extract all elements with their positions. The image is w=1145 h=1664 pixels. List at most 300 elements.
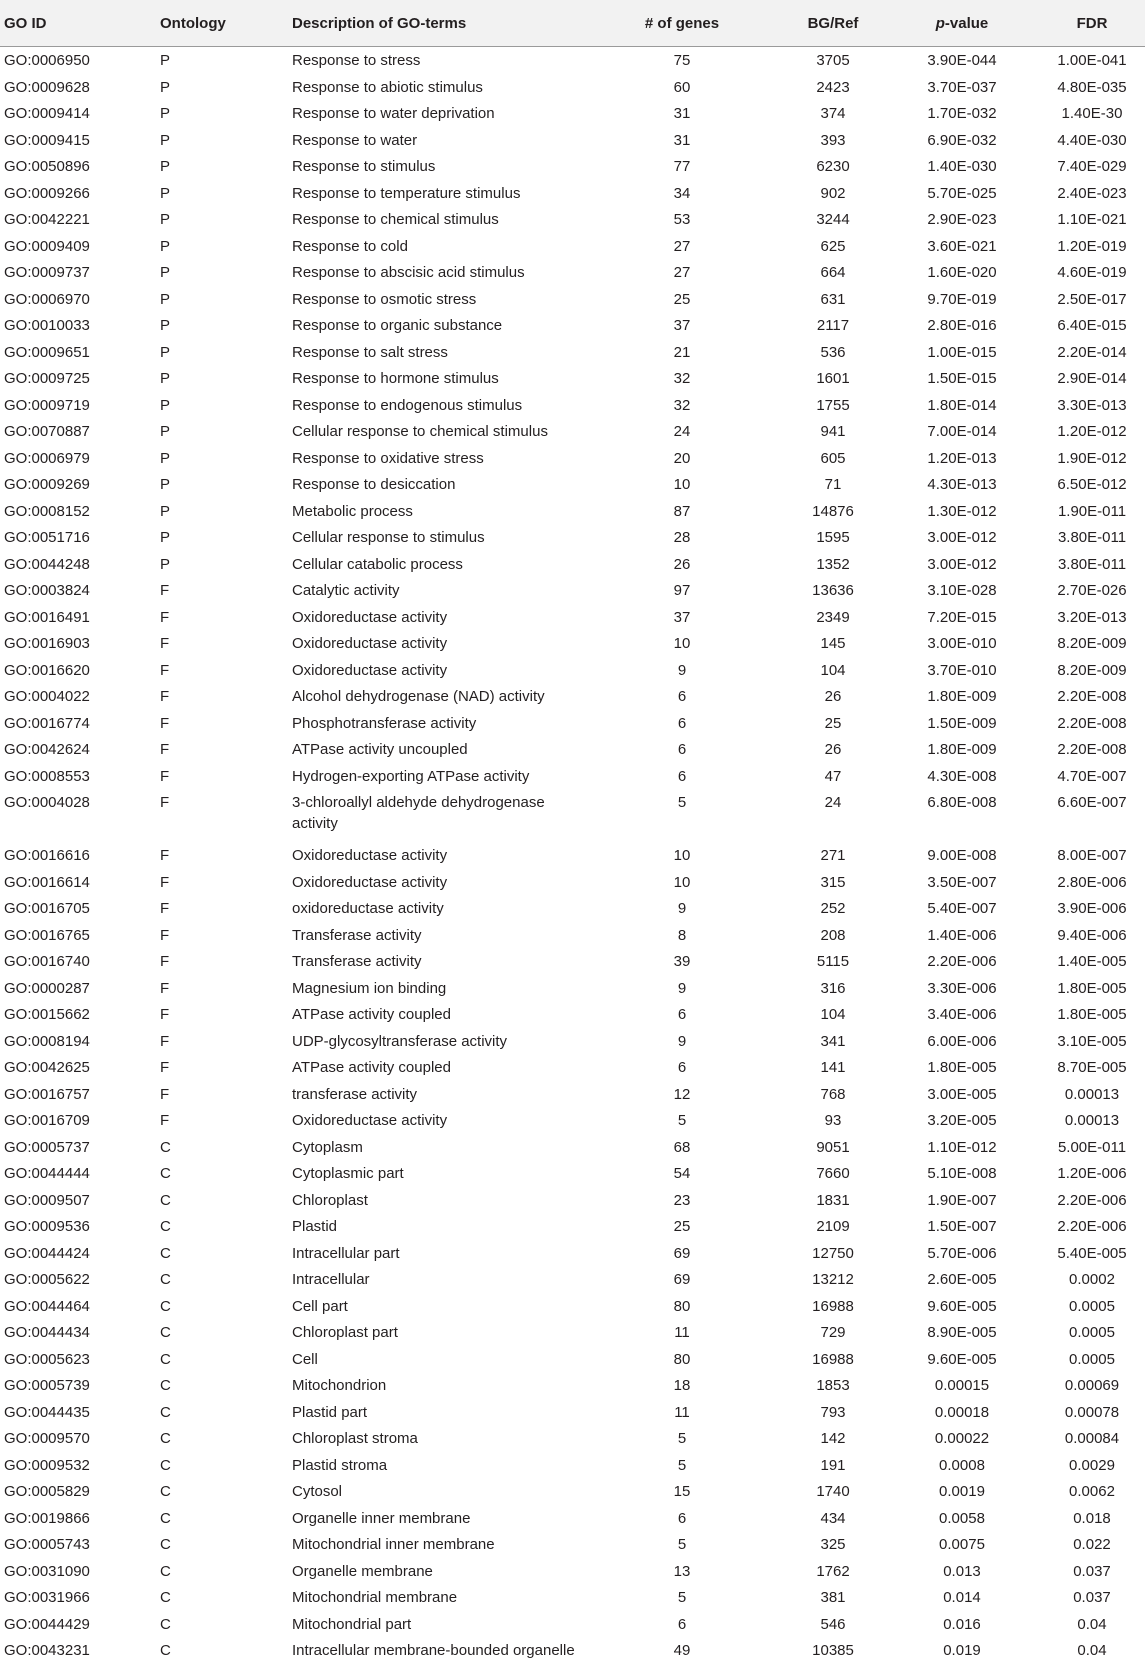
description-cell: Oxidoreductase activity [292,847,448,864]
bg-ref-cell: 6230 [816,158,850,175]
description-cell: Chloroplast [292,1191,368,1209]
ontology-cell: F [160,926,170,944]
bg-ref-cell: 12750 [812,1244,854,1262]
table-row [0,736,1145,763]
ontology-cell: P [160,78,171,96]
p-value-cell: 3.20E-005 [927,1112,997,1129]
genes-cell: 6 [677,741,687,758]
description-cell: UDP-glycosyltransferase activity [292,1032,508,1050]
bg-ref-cell: 26 [824,741,842,758]
table-row [0,763,1145,790]
go-id-cell: GO:0044429 [4,1615,90,1633]
genes-cell: 5 [677,794,687,811]
description-cell: Oxidoreductase activity [292,873,448,891]
fdr-cell: 1.20E-019 [1057,237,1127,255]
bg-ref-cell: 71 [824,476,842,493]
ontology-cell: F [160,953,170,970]
go-id-cell: GO:0005743 [4,1536,90,1553]
genes-cell: 18 [673,1377,691,1394]
ontology-cell: C [160,1165,171,1182]
go-id-cell: GO:0044464 [4,1297,90,1315]
go-id-cell: GO:0006970 [4,290,90,308]
fdr-cell: 0.04 [1077,1615,1107,1633]
table-row [0,1372,1145,1399]
genes-cell: 68 [673,1138,691,1156]
genes-cell: 80 [673,1350,691,1368]
description-cell: Response to water [292,131,418,149]
description-cell: Transferase activity [292,926,422,944]
header-p-value-rest: -value [944,15,989,32]
ontology-cell: C [160,1615,171,1633]
bg-ref-cell: 13212 [812,1271,854,1288]
table-row [0,233,1145,260]
go-id-cell: GO:0016740 [4,953,90,970]
bg-ref-cell: 191 [820,1456,846,1474]
bg-ref-cell: 2423 [816,78,850,96]
description-cell: Oxidoreductase activity [292,635,448,652]
p-value-cell: 1.20E-013 [927,449,997,467]
ontology-cell: P [160,502,171,520]
genes-cell: 25 [673,290,691,308]
genes-cell: 6 [677,1615,687,1633]
ontology-cell: P [160,370,171,387]
fdr-cell: 7.40E-029 [1057,158,1127,175]
fdr-cell: 1.40E-005 [1057,953,1127,970]
table-row [0,339,1145,366]
go-id-cell: GO:0016765 [4,926,90,944]
p-value-cell: 0.014 [943,1589,981,1606]
go-id-cell: GO:0044424 [4,1244,90,1262]
genes-cell: 20 [673,449,691,467]
genes-cell: 12 [673,1085,691,1103]
table-row [0,1081,1145,1108]
bg-ref-cell: 2117 [816,317,850,334]
bg-ref-cell: 768 [820,1085,846,1103]
p-value-cell: 1.60E-020 [927,264,997,281]
p-value-cell: 3.70E-037 [927,78,997,96]
description-cell: Magnesium ion binding [292,979,447,997]
p-value-cell: 8.90E-005 [927,1324,997,1341]
p-value-cell: 4.30E-013 [927,476,997,493]
p-value-cell: 3.40E-006 [927,1006,997,1023]
description-cell: oxidoreductase activity [292,900,444,917]
ontology-cell: C [160,1377,171,1394]
genes-cell: 26 [673,555,691,573]
bg-ref-cell: 1853 [816,1377,850,1394]
go-id-cell: GO:0016616 [4,847,90,864]
header-ontology: Ontology [160,15,226,32]
genes-cell: 6 [677,1059,687,1076]
p-value-cell: 1.80E-005 [927,1059,997,1076]
genes-cell: 23 [673,1191,691,1209]
p-value-cell: 0.019 [943,1642,981,1659]
table-row [0,1319,1145,1346]
go-id-cell: GO:0044444 [4,1165,90,1182]
genes-cell: 10 [673,635,691,652]
ontology-cell: P [160,396,171,414]
ontology-cell: C [160,1430,171,1447]
table-row [0,1505,1145,1532]
fdr-cell: 1.10E-021 [1057,211,1127,228]
description-cell: Plastid part [292,1403,368,1421]
bg-ref-cell: 104 [820,661,846,679]
p-value-cell: 5.10E-008 [927,1165,997,1182]
bg-ref-cell: 24 [824,794,842,811]
table-row [0,1611,1145,1638]
genes-cell: 25 [673,1218,691,1235]
table-row [0,789,1145,842]
genes-cell: 5 [677,1536,687,1553]
p-value-cell: 3.60E-021 [927,237,997,255]
table-row [0,206,1145,233]
genes-cell: 49 [673,1642,691,1659]
ontology-cell: P [160,555,171,573]
go-id-cell: GO:0009266 [4,184,90,202]
fdr-cell: 1.80E-005 [1057,979,1127,997]
go-id-cell: GO:0016903 [4,635,90,652]
fdr-cell: 4.70E-007 [1057,767,1127,785]
go-id-cell: GO:0009414 [4,105,90,122]
go-id-cell: GO:0005829 [4,1483,90,1500]
ontology-cell: C [160,1483,171,1500]
description-cell: Response to cold [292,237,408,255]
table-row [0,1160,1145,1187]
p-value-cell: 1.40E-030 [927,158,997,175]
fdr-cell: 5.40E-005 [1057,1244,1127,1262]
description-cell: Oxidoreductase activity [292,608,448,626]
ontology-cell: F [160,608,170,626]
fdr-cell: 1.00E-041 [1057,52,1127,69]
go-id-cell: GO:0051716 [4,529,90,546]
description-cell: Cytoplasm [292,1138,363,1156]
bg-ref-cell: 793 [820,1403,846,1421]
fdr-cell: 1.40E-30 [1061,105,1123,122]
genes-cell: 53 [673,211,691,228]
ontology-cell: P [160,237,171,255]
description-cell: Cellular response to chemical stimulus [292,423,548,440]
ontology-cell: P [160,131,171,149]
description-cell: Response to salt stress [292,343,448,361]
ontology-cell: F [160,661,170,679]
table-row [0,842,1145,869]
genes-cell: 24 [673,423,691,440]
ontology-cell: F [160,1059,170,1076]
ontology-cell: F [160,847,170,864]
table-row [0,1001,1145,1028]
bg-ref-cell: 252 [820,900,846,917]
go-id-cell: GO:0009570 [4,1430,90,1447]
ontology-cell: C [160,1271,171,1288]
p-value-cell: 6.80E-008 [927,794,997,811]
go-id-cell: GO:0016757 [4,1085,90,1103]
bg-ref-cell: 625 [820,237,846,255]
ontology-cell: P [160,211,171,228]
go-id-cell: GO:0015662 [4,1006,90,1023]
table-row [0,1107,1145,1134]
table-row [0,180,1145,207]
description-cell: Mitochondrial part [292,1615,412,1633]
p-value-cell: 4.30E-008 [927,767,997,785]
description-cell: 3-chloroallyl aldehyde dehydrogenase activity [292,794,545,832]
bg-ref-cell: 3705 [816,52,850,69]
go-id-cell: GO:0005622 [4,1271,90,1288]
bg-ref-cell: 546 [820,1615,846,1633]
ontology-cell: C [160,1297,171,1315]
genes-cell: 32 [673,396,691,414]
header-p-value-italic: p [935,15,945,32]
genes-cell: 80 [673,1297,691,1315]
go-id-cell: GO:0042624 [4,741,90,758]
bg-ref-cell: 1352 [816,555,850,573]
go-id-cell: GO:0009628 [4,78,90,96]
description-cell: Chloroplast part [292,1324,398,1341]
ontology-cell: F [160,741,170,758]
header-genes: # of genes [644,15,720,32]
go-id-cell: GO:0008553 [4,767,90,785]
bg-ref-cell: 393 [820,131,846,149]
description-cell: Response to hormone stimulus [292,370,499,387]
ontology-cell: P [160,343,171,361]
header-bg-ref: BG/Ref [807,15,859,32]
genes-cell: 39 [673,953,691,970]
p-value-cell: 0.0008 [939,1456,985,1474]
table-row [0,1240,1145,1267]
p-value-cell: 5.40E-007 [927,900,997,917]
bg-ref-cell: 142 [820,1430,846,1447]
fdr-cell: 0.0002 [1069,1271,1115,1288]
bg-ref-cell: 26 [824,688,842,705]
p-value-cell: 9.70E-019 [927,290,997,308]
description-cell: Cellular response to stimulus [292,529,485,546]
table-row [0,74,1145,101]
fdr-cell: 9.40E-006 [1057,926,1127,944]
ontology-cell: F [160,873,170,891]
p-value-cell: 0.0075 [939,1536,985,1553]
genes-cell: 11 [674,1403,690,1421]
fdr-cell: 1.90E-012 [1057,449,1127,467]
header-description: Description of GO-terms [292,15,467,32]
ontology-cell: C [160,1191,171,1209]
table-row [0,259,1145,286]
p-value-cell: 3.70E-010 [927,661,997,679]
table-row [0,975,1145,1002]
description-cell: Phosphotransferase activity [292,714,477,732]
table-row [0,286,1145,313]
go-id-cell: GO:0005737 [4,1138,90,1156]
description-cell: Plastid stroma [292,1456,388,1474]
table-row [0,922,1145,949]
bg-ref-cell: 16988 [812,1297,854,1315]
p-value-cell: 1.00E-015 [927,343,997,361]
p-value-cell: 3.50E-007 [927,873,997,891]
table-row [0,604,1145,631]
description-cell: Metabolic process [292,502,413,520]
description-cell: Transferase activity [292,953,422,970]
fdr-cell: 0.0005 [1069,1324,1115,1341]
bg-ref-cell: 664 [820,264,846,281]
header-fdr: FDR [1076,15,1108,32]
fdr-cell: 1.20E-012 [1057,423,1127,440]
p-value-cell: 6.00E-006 [927,1032,997,1050]
ontology-cell: F [160,1006,170,1023]
genes-cell: 5 [677,1430,687,1447]
table-row [0,153,1145,180]
description-cell: Cell [292,1350,318,1368]
genes-cell: 97 [673,582,691,599]
description-cell: Response to oxidative stress [292,449,484,467]
table-row [0,1531,1145,1558]
fdr-cell: 8.20E-009 [1057,661,1127,679]
description-cell: Hydrogen-exporting ATPase activity [292,767,530,785]
genes-cell: 6 [677,767,687,785]
genes-cell: 31 [673,131,691,149]
genes-cell: 6 [677,688,687,705]
go-id-cell: GO:0009737 [4,264,90,281]
go-id-cell: GO:0043231 [4,1642,90,1659]
go-id-cell: GO:0004028 [4,794,90,811]
p-value-cell: 3.00E-012 [927,555,997,573]
go-id-cell: GO:0050896 [4,158,90,175]
bg-ref-cell: 729 [820,1324,846,1341]
p-value-cell: 0.016 [943,1615,981,1633]
fdr-cell: 1.20E-006 [1057,1165,1127,1182]
bg-ref-cell: 93 [824,1112,842,1129]
fdr-cell: 8.20E-009 [1057,635,1127,652]
fdr-cell: 8.70E-005 [1057,1059,1127,1076]
fdr-cell: 4.80E-035 [1057,78,1127,96]
table-body [0,47,1145,1664]
description-cell: Response to water deprivation [292,105,495,122]
genes-cell: 5 [677,1589,687,1606]
description-cell: Response to organic substance [292,317,503,334]
p-value-cell: 1.80E-014 [927,396,997,414]
genes-cell: 69 [673,1271,691,1288]
fdr-cell: 3.90E-006 [1057,900,1127,917]
bg-ref-cell: 16988 [812,1350,854,1368]
go-id-cell: GO:0009507 [4,1191,90,1209]
fdr-cell: 5.00E-011 [1057,1138,1127,1156]
description-cell: Cytosol [292,1483,343,1500]
go-id-cell: GO:0019866 [4,1509,90,1527]
ontology-cell: P [160,105,171,122]
genes-cell: 5 [677,1112,687,1129]
p-value-cell: 3.90E-044 [927,52,997,69]
table-row [0,630,1145,657]
genes-cell: 37 [673,317,691,334]
fdr-cell: 0.018 [1073,1509,1111,1527]
fdr-cell: 2.20E-008 [1057,741,1127,758]
p-value-cell: 1.10E-012 [927,1138,997,1156]
description-cell: Response to temperature stimulus [292,184,521,202]
genes-cell: 77 [673,158,691,175]
ontology-cell: C [160,1589,171,1606]
description-cell: Response to desiccation [292,476,456,493]
go-id-cell: GO:0006979 [4,449,90,467]
ontology-cell: F [160,979,170,997]
description-cell: Mitochondrial inner membrane [292,1536,495,1553]
ontology-cell: P [160,529,171,546]
go-id-cell: GO:0009409 [4,237,90,255]
fdr-cell: 0.00013 [1064,1112,1120,1129]
description-cell: Response to chemical stimulus [292,211,499,228]
go-id-cell: GO:0044435 [4,1403,90,1421]
bg-ref-cell: 605 [820,449,846,467]
go-id-cell: GO:0016620 [4,661,90,679]
bg-ref-cell: 374 [820,105,846,122]
bg-ref-cell: 325 [820,1536,846,1553]
fdr-cell: 0.022 [1073,1536,1111,1553]
p-value-cell: 3.30E-006 [927,979,997,997]
p-value-cell: 0.00022 [934,1430,990,1447]
fdr-cell: 0.0062 [1069,1483,1115,1500]
table-row [0,127,1145,154]
table-row [0,1187,1145,1214]
genes-cell: 9 [677,900,687,917]
bg-ref-cell: 271 [820,847,846,864]
genes-cell: 10 [673,847,691,864]
table-row [0,1452,1145,1479]
go-id-cell: GO:0000287 [4,979,90,997]
fdr-cell: 6.40E-015 [1057,317,1127,334]
description-cell: Response to stress [292,52,421,69]
p-value-cell: 1.50E-007 [927,1218,997,1235]
genes-cell: 87 [673,502,691,520]
table-row [0,1028,1145,1055]
p-value-cell: 1.50E-009 [927,714,997,732]
genes-cell: 34 [673,184,691,202]
go-id-cell: GO:0016709 [4,1112,90,1129]
fdr-cell: 2.40E-023 [1057,184,1127,202]
ontology-cell: F [160,714,170,732]
p-value-cell: 1.50E-015 [927,370,997,387]
p-value-cell: 3.00E-005 [927,1085,997,1103]
table-row [0,1558,1145,1585]
ontology-cell: F [160,900,170,917]
go-id-cell: GO:0009415 [4,131,90,149]
p-value-cell: 0.00015 [934,1377,990,1394]
table-row [0,418,1145,445]
table-row [0,445,1145,472]
ontology-cell: C [160,1536,171,1553]
ontology-cell: F [160,794,170,811]
go-id-cell: GO:0006950 [4,52,90,69]
table-row [0,365,1145,392]
ontology-cell: C [160,1218,171,1235]
go-id-cell: GO:0005739 [4,1377,90,1394]
go-id-cell: GO:0016774 [4,714,90,732]
fdr-cell: 8.00E-007 [1057,847,1127,864]
fdr-cell: 3.80E-011 [1057,529,1127,546]
genes-cell: 32 [673,370,691,387]
table-row [0,948,1145,975]
table-row [0,577,1145,604]
p-value-cell: 1.80E-009 [927,688,997,705]
ontology-cell: P [160,476,171,493]
bg-ref-cell: 3244 [816,211,850,228]
p-value-cell: 9.60E-005 [927,1297,997,1315]
ontology-cell: P [160,290,171,308]
p-value-cell: 1.30E-012 [927,502,997,520]
table-row [0,392,1145,419]
p-value-cell: 9.00E-008 [927,847,997,864]
bg-ref-cell: 381 [820,1589,846,1606]
bg-ref-cell: 902 [820,184,846,202]
genes-cell: 13 [673,1562,691,1580]
bg-ref-cell: 941 [820,423,846,440]
description-cell: Chloroplast stroma [292,1430,418,1447]
bg-ref-cell: 5115 [816,953,850,970]
p-value-cell: 5.70E-006 [927,1244,997,1262]
